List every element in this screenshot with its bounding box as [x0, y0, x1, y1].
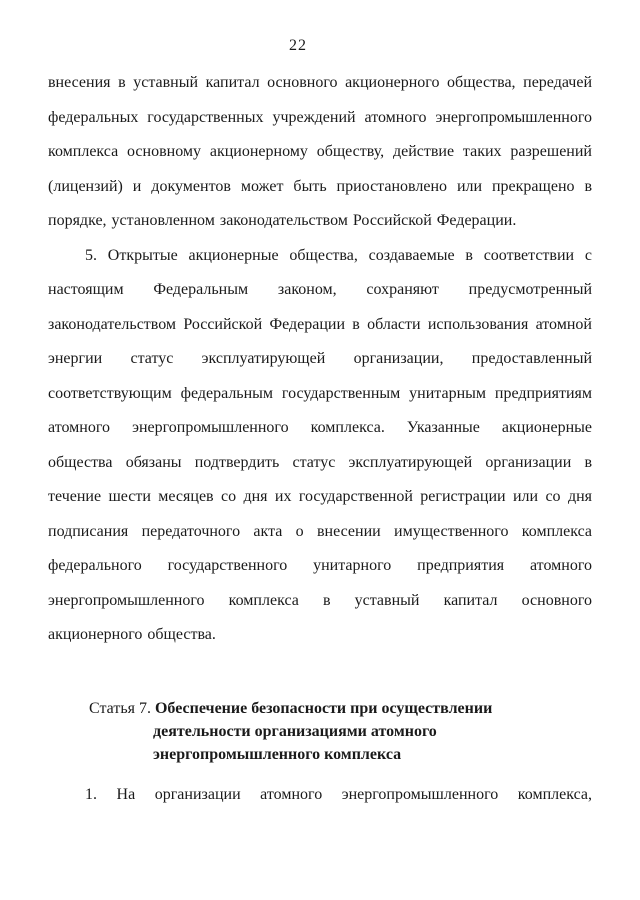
text-line: общества обязаны подтвердить статус эксплуатирующей организации в — [48, 453, 592, 471]
text-line: внесения в уставный капитал основного акционерного общества, передачей — [48, 74, 592, 91]
article-heading-line: деятельности организациями атомного — [153, 722, 437, 740]
text-line: законодательством Российской Федерации в области использования атомной — [48, 315, 592, 333]
text-line: энергии статус эксплуатирующей организации, предоставленный — [48, 350, 592, 367]
text-line: 5. Открытые акционерные общества, создаваемые в соответствии с — [85, 246, 592, 264]
article-heading-line — [89, 697, 592, 720]
text-line: соответствующим федеральным государственным унитарным предприятиям — [48, 384, 592, 402]
article-title-text: Обеспечение безопасности при осуществлении — [154, 699, 493, 717]
text-line: течение шести месяцев со дня их государственной регистрации или со дня — [48, 488, 592, 505]
text-line: (лицензий) и документов может быть приостановлено или прекращено в — [48, 177, 592, 195]
text-line: акционерного общества. — [48, 626, 216, 643]
text-line: энергопромышленного комплекса в уставный капитал основного — [48, 591, 592, 609]
text-line: комплекса основному акционерному обществу, действие таких разрешений — [48, 143, 592, 160]
document-body — [48, 66, 592, 812]
text-line: 1. На организации атомного энергопромышленного комплекса, — [85, 785, 592, 803]
article-heading — [48, 697, 592, 766]
text-line: федерального государственного унитарного предприятия атомного — [48, 557, 592, 574]
text-line: федеральных государственных учреждений атомного энергопромышленного — [48, 108, 592, 126]
text-line: порядке, установленном законодательством Российской Федерации. — [48, 212, 517, 229]
text-line: настоящим Федеральным законом, сохраняют предусмотренный — [48, 281, 592, 298]
article-number-label: Статья 7. — [89, 699, 151, 717]
text-line: подписания передаточного акта о внесении имущественного комплекса — [48, 522, 592, 540]
text-line: атомного энергопромышленного комплекса. Указанные акционерные — [48, 419, 592, 436]
page-number: 22 — [289, 37, 307, 54]
article-heading-line: энергопромышленного комплекса — [153, 745, 402, 763]
